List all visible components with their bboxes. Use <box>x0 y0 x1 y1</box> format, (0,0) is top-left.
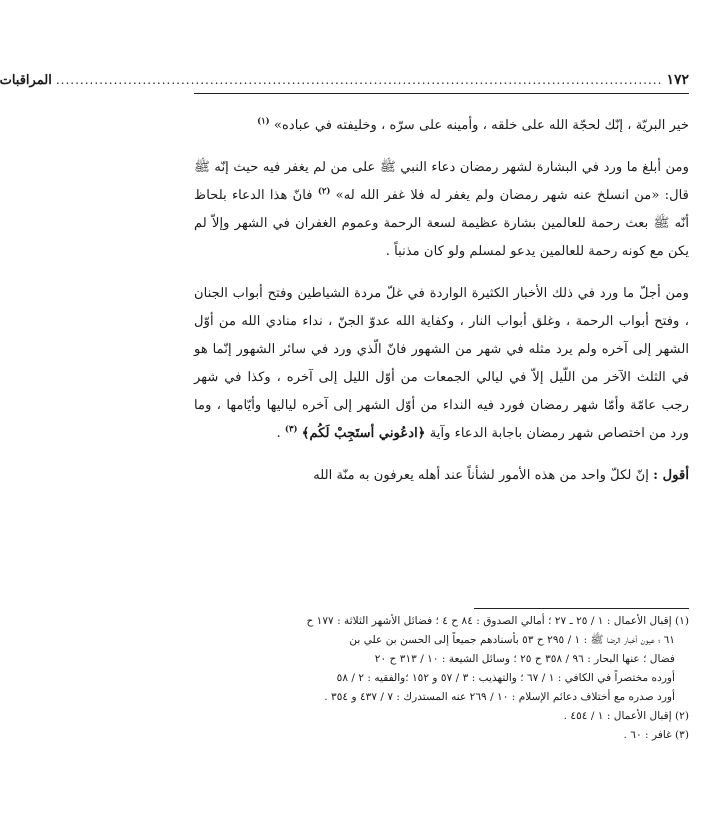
page-header <box>0 68 689 92</box>
paragraph-1-text: خير البريّة ، إنّك لحجّة الله على خلقه ، وأمينه على سرّه ، وخليفته في عباده» <box>273 118 689 133</box>
paragraph-3-end: . <box>276 426 281 441</box>
header-rule <box>194 93 689 94</box>
footnotes <box>194 612 689 745</box>
paragraph-1 <box>194 112 689 140</box>
footnote-1-line-1: (١) إقبال الأعمال : ١ / ٢٥ ـ ٢٧ ؛ أمالي الصدوق : ٨٤ ح ٤ ؛ فضائل الأشهر الثلاثة : ١٧٧ ح <box>306 615 689 627</box>
paragraph-3-text: ومن أجلّ ما ورد في ذلك الأخبار الكثيرة الواردة في غلّ مردة الشياطين وفتح أبواب الجنان ، وفتح أبواب الرحمة ، وغلق أبواب النار ، وكفاية الله عدوّ الجنّ ، نداء منادي الله من أوّل الشهر إلى آخره ولم يرد مثله في شهر من الشهور فانّ الّذي ورد في سائر الشهور إنّما هو في الثلث الآخر من اللّيل إلاّ في ليالي الجمعات من أوّل الليل إلى آخره ، وكذا في شهر رجب عامّة وأمّا شهر رمضان فورد فيه النداء من أوّل الشهر إلى آخره لياليها وأيّامها ، وما ورد من اختصاص شهر رمضان باجابة الدعاء وآية <box>194 286 689 441</box>
footnote-1-line-2: ٦١ ؛ عيون أخبار الرضا ﷺ : ١ / ٢٩٥ ح ٥٣ بأسنادهم جميعاً إلى الحسن بن علي بن <box>349 634 675 646</box>
footnote-ref-3[interactable]: (٣) <box>284 424 298 435</box>
quran-verse: ﴿ادعُوني أستَجِبْ لَكُم﴾ <box>301 426 426 441</box>
running-title: المراقبات <box>0 72 52 88</box>
footnote-3: (٣) غافر : ٦٠ . <box>623 729 689 741</box>
footnote-1-line-3: فضال ؛ عنها البحار : ٩٦ / ٣٥٨ ح ٢٥ ؛ وسائل الشيعة : ١٠ / ٣١٣ ح ٢٠ <box>374 653 675 665</box>
header-dot-leader: .............................................................................................................................. <box>55 73 663 87</box>
footnote-1-line-4: أورده مختصراً في الكافي : ١ / ٦٧ ؛ والتهذيب : ٣ / ٥٧ و ١٥٢ ؛والفقيه : ٢ / ٥٨ <box>336 672 675 684</box>
page-number: ١٧٢ <box>666 72 689 88</box>
paragraph-2-text-a: ومن أبلغ ما ورد في البشارة لشهر رمضان دعاء النبي ﷺ على من لم يغفر فيه حيث إنّه ﷺ قال: «من انسلخ عنه شهر رمضان ولم يغفر له فلا غفر الله له» <box>194 160 689 203</box>
paragraph-2-text-b: فانّ هذا الدعاء بلحاظ أنّه ﷺ بعث رحمة للعالمين بشارة عظيمة لسعة الرحمة وعموم الغفران في الشهر وإلاّ لم يكن مع كونه رحمة للعالمين يدعو لمسلم ولو كان مذنباً . <box>194 188 689 259</box>
footnote-2: (٢) إقبال الأعمال : ١ / ٤٥٤ . <box>563 710 689 722</box>
footnote-ref-2[interactable]: (٢) <box>317 186 331 197</box>
paragraph-4 <box>194 462 689 490</box>
paragraph-4-text: إنّ لكلّ واحد من هذه الأمور لشأناً عند أهله يعرفون به منّة الله <box>313 468 649 483</box>
footnote-separator <box>474 608 689 609</box>
main-text <box>194 112 689 490</box>
aqul-label: أقول : <box>653 468 689 483</box>
footnote-1-line-5: أورد صدره مع أختلاف دعائم الإسلام : ١٠ / ٢٦٩ عنه المستدرك : ٧ / ٤٣٧ و ٣٥٤ . <box>324 691 675 703</box>
paragraph-2 <box>194 154 689 266</box>
paragraph-3 <box>194 280 689 448</box>
footnote-ref-1[interactable]: (١) <box>257 116 270 127</box>
